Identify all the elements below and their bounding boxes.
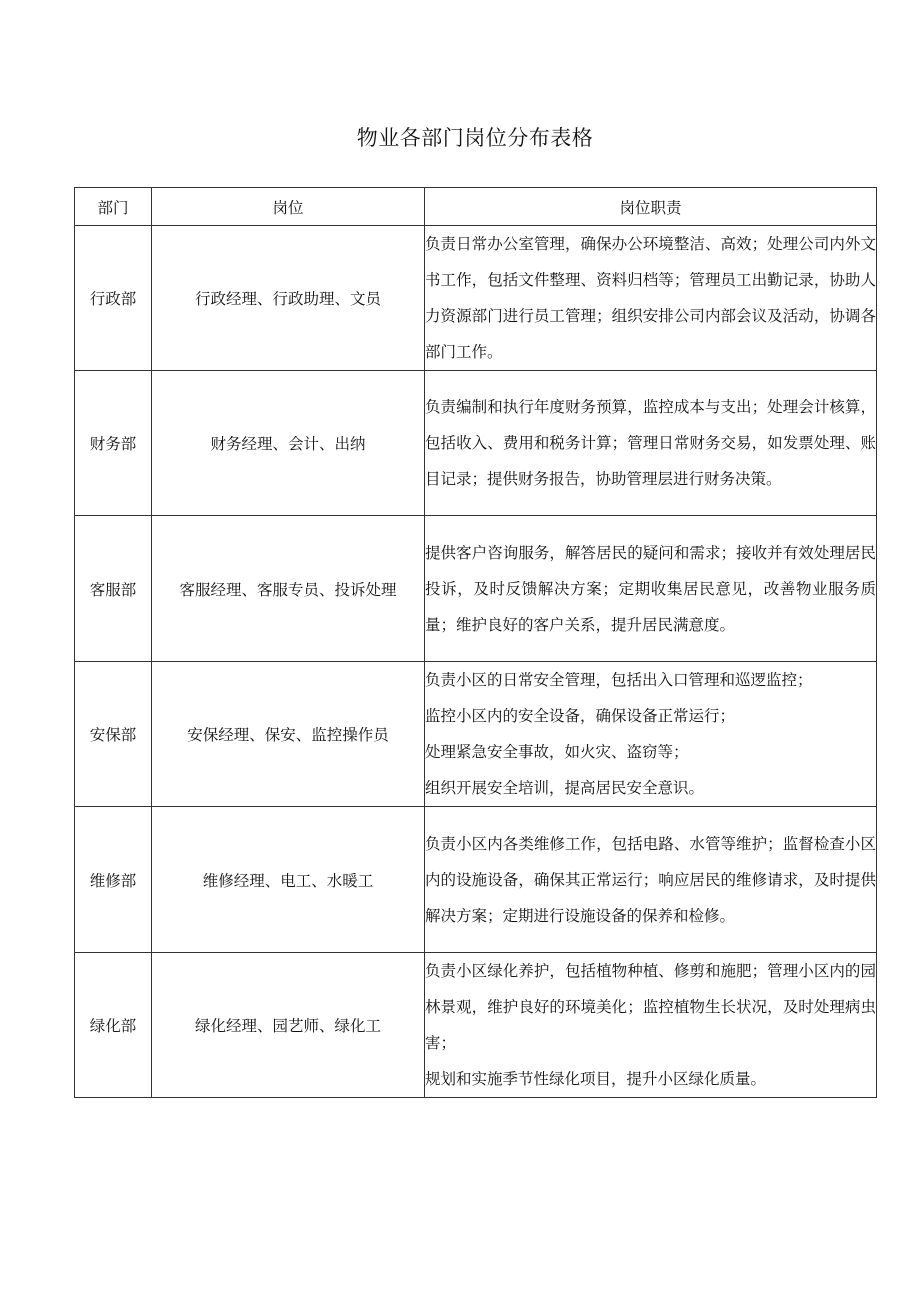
department-cell: 行政部: [75, 226, 152, 371]
duties-cell: [425, 516, 877, 662]
duty-text: 组织开展安全培训，提高居民安全意识。: [425, 779, 705, 797]
header-department: 部门: [75, 188, 152, 226]
duty-text: 负责小区的日常安全管理，包括出入口管理和巡逻监控；: [425, 671, 813, 689]
table-header-row: [75, 188, 877, 226]
positions-cell: 客服经理、客服专员、投诉处理: [152, 516, 425, 662]
department-cell: 安保部: [75, 662, 152, 807]
header-position: 岗位: [152, 188, 425, 226]
duties-cell: [425, 953, 877, 1098]
table-row-finance: [75, 371, 877, 516]
duty-text: 负责小区内各类维修工作，包括电路、水管等维护；监督检查小区内的设施设备，确保其正常运行；响应居民的维修请求，及时提供解决方案；定期进行设施设备的保养和检修。: [425, 834, 876, 925]
duty-text: 负责小区绿化养护，包括植物种植、修剪和施肥；管理小区内的园林景观，维护良好的环境美化；监控植物生长状况，及时处理病虫害；: [425, 962, 876, 1052]
positions-cell: 行政经理、行政助理、文员: [152, 226, 425, 371]
duty-text: 监控小区内的安全设备，确保设备正常运行；: [425, 707, 736, 725]
header-duties: 岗位职责: [425, 188, 877, 226]
department-positions-table: [74, 187, 877, 1098]
duties-cell: [425, 662, 877, 807]
duties-cell: [425, 371, 877, 516]
department-cell: 绿化部: [75, 953, 152, 1098]
department-cell: 维修部: [75, 807, 152, 953]
table-row-customer-service: [75, 516, 877, 662]
positions-cell: 绿化经理、园艺师、绿化工: [152, 953, 425, 1098]
page-title: 物业各部门岗位分布表格: [356, 126, 594, 150]
positions-cell: 财务经理、会计、出纳: [152, 371, 425, 516]
duty-text: 负责编制和执行年度财务预算，监控成本与支出；处理会计核算，包括收入、费用和税务计算；管理日常财务交易，如发票处理、账目记录；提供财务报告，协助管理层进行财务决策。: [425, 398, 876, 488]
positions-cell: 维修经理、电工、水暖工: [152, 807, 425, 953]
duties-cell: [425, 226, 877, 371]
table-row-maintenance: [75, 807, 877, 953]
table-row-greening: [75, 953, 877, 1098]
duties-cell: [425, 807, 877, 953]
duty-text: 负责日常办公室管理，确保办公环境整洁、高效；处理公司内外文书工作，包括文件整理、资料归档等；管理员工出勤记录，协助人力资源部门进行员工管理；组织安排公司内部会议及活动，协调各部门工作。: [425, 235, 876, 361]
duty-text: 提供客户咨询服务，解答居民的疑问和需求；接收并有效处理居民投诉，及时反馈解决方案；定期收集居民意见，改善物业服务质量；维护良好的客户关系，提升居民满意度。: [425, 543, 876, 634]
department-cell: 财务部: [75, 371, 152, 516]
positions-cell: 安保经理、保安、监控操作员: [152, 662, 425, 807]
department-cell: 客服部: [75, 516, 152, 662]
table-row-security: [75, 662, 877, 807]
duty-text: 规划和实施季节性绿化项目，提升小区绿化质量。: [425, 1070, 767, 1088]
table-row-admin: [75, 226, 877, 371]
duty-text: 处理紧急安全事故，如火灾、盗窃等；: [425, 743, 689, 761]
